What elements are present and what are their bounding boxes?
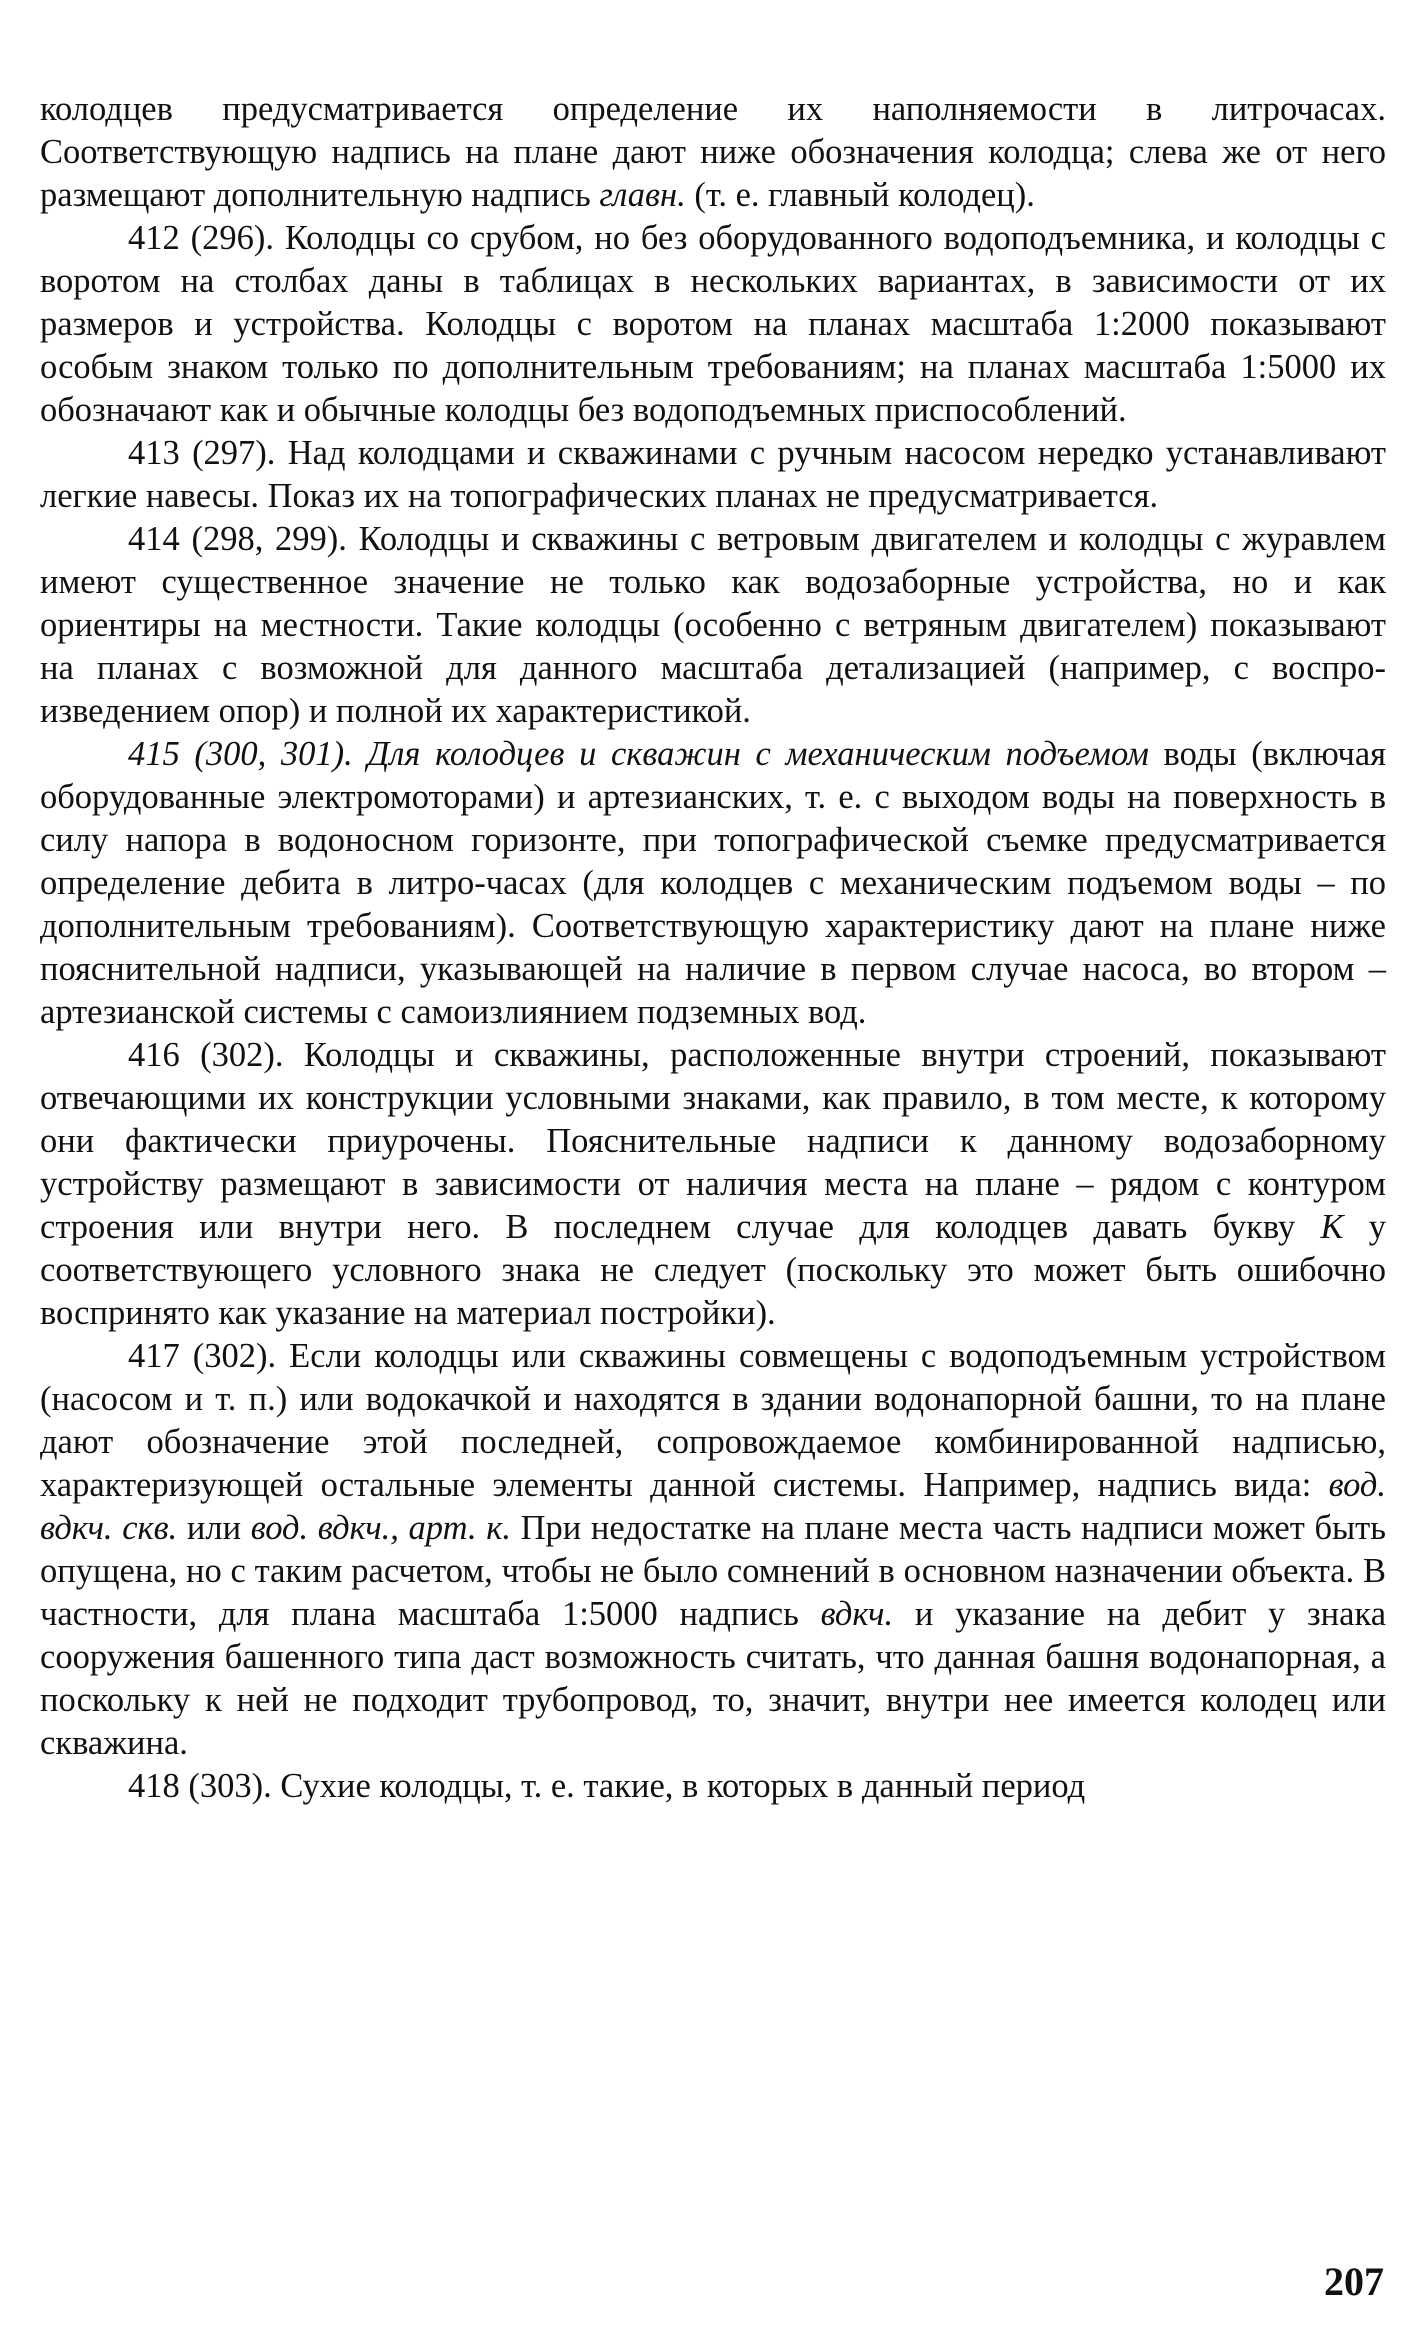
text-run: 412 (296). Колодцы со срубом, но без оборудованного водоподъемника, и колодцы с воротом на столбах даны в таблицах в нескольких вариантах, в зависимости от их размеров и устройства. Колодцы с воротом на планах масштаба 1:2000 показывают особым знаком только по дополнительным требованиям; на планах масштаба 1:5000 их обозначают как и обычные колодцы без водоподъемных приспособлений. <box>40 219 1386 429</box>
italic-text-run: вод. вдкч. скв. <box>40 1466 1386 1547</box>
page-body <box>40 88 1386 1808</box>
italic-text-run: К <box>1320 1208 1344 1246</box>
paragraph-418 <box>40 1765 1386 1808</box>
italic-text-run: 415 (300, 301). Для колодцев и скважин с механическим подъемом <box>128 735 1149 773</box>
italic-text-run: вдкч. <box>820 1595 894 1633</box>
text-run: у соответствующего условного знака не следует (поскольку это может быть ошибочно воспринято как указание на материал постройки). <box>40 1208 1386 1332</box>
paragraph-416 <box>40 1034 1386 1335</box>
text-run: 416 (302). Колодцы и скважины, расположенные внутри строений, показывают отвечающими их конструкции условными знаками, как правило, в том месте, к которому они фактически приурочены. Пояснительные надписи к данному водозаборному устройству размещают в зависимости от наличия места на плане – рядом с контуром строения или внутри него. В последнем случае для колодцев давать букву <box>40 1036 1386 1246</box>
text-run: 414 (298, 299). Колодцы и скважины с ветровым двигателем и колодцы с журавлем имеют существенное значение не только как водозаборные устройства, но и как ориентиры на местности. Такие колодцы (особенно с ветряным двигателем) показывают на планах с возможной для данного масштаба детализацией (например, с воспроизведением опор) и полной их характеристикой. <box>40 520 1386 730</box>
text-run: (т. е. главный колодец). <box>685 176 1035 214</box>
text-run: колодцев предусматривается определение их наполняемости в литрочасах. Соответствующую надпись на плане дают ниже обозначения колодца; слева же от него размещают дополнительную надпись <box>40 90 1386 214</box>
text-run: и указание на дебит у знака сооружения башенного типа даст возможность считать, что данная башня водонапорная, а поскольку к ней не подходит трубопровод, то, значит, внутри нее имеется колодец или скважина. <box>40 1595 1387 1762</box>
italic-text-run: главн. <box>599 176 686 214</box>
italic-text-run: вод. вдкч., арт. к. <box>250 1509 511 1547</box>
paragraph-continuation <box>40 88 1386 217</box>
text-run: воды (включая оборудованные электромоторами) и артезианских, т. е. с выходом воды на поверхность в силу напора в водоносном горизонте, при топографической съемке предусматривается определение дебита в литро-часах (для колодцев с механическим подъемом воды – по дополнительным требованиям). Соответствующую характеристику дают на плане ниже пояснительной надписи, указывающей на наличие в первом случае насоса, во втором – артезианской системы с самоизлиянием подземных вод. <box>40 735 1386 1031</box>
paragraph-415 <box>40 733 1386 1034</box>
paragraph-412 <box>40 217 1386 432</box>
page-number: 207 <box>1324 2259 1384 2304</box>
text-run: 418 (303). Сухие колодцы, т. е. такие, в которых в данный период <box>128 1767 1086 1805</box>
text-run: или <box>177 1509 251 1547</box>
text-run: 417 (302). Если колодцы или скважины совмещены с водоподъемным устройством (насосом и т. п.) или водокачкой и находятся в здании водонапорной башни, то на плане дают обозначение этой последней, сопровождаемое комбинированной надписью, характеризующей остальные элементы данной системы. Например, надпись вида: <box>40 1337 1386 1504</box>
paragraph-414 <box>40 518 1386 733</box>
text-run: 413 (297). Над колодцами и скважинами с ручным насосом нередко устанавливают легкие навесы. Показ их на топографических планах не предусматривается. <box>40 434 1386 515</box>
paragraph-413 <box>40 432 1386 518</box>
text-run: При недостатке на плане места часть надписи может быть опущена, но с таким расчетом, чтобы не было сомнений в основном назначении объекта. В частности, для плана масштаба 1:5000 надпись <box>40 1509 1386 1633</box>
paragraph-417 <box>40 1335 1386 1765</box>
